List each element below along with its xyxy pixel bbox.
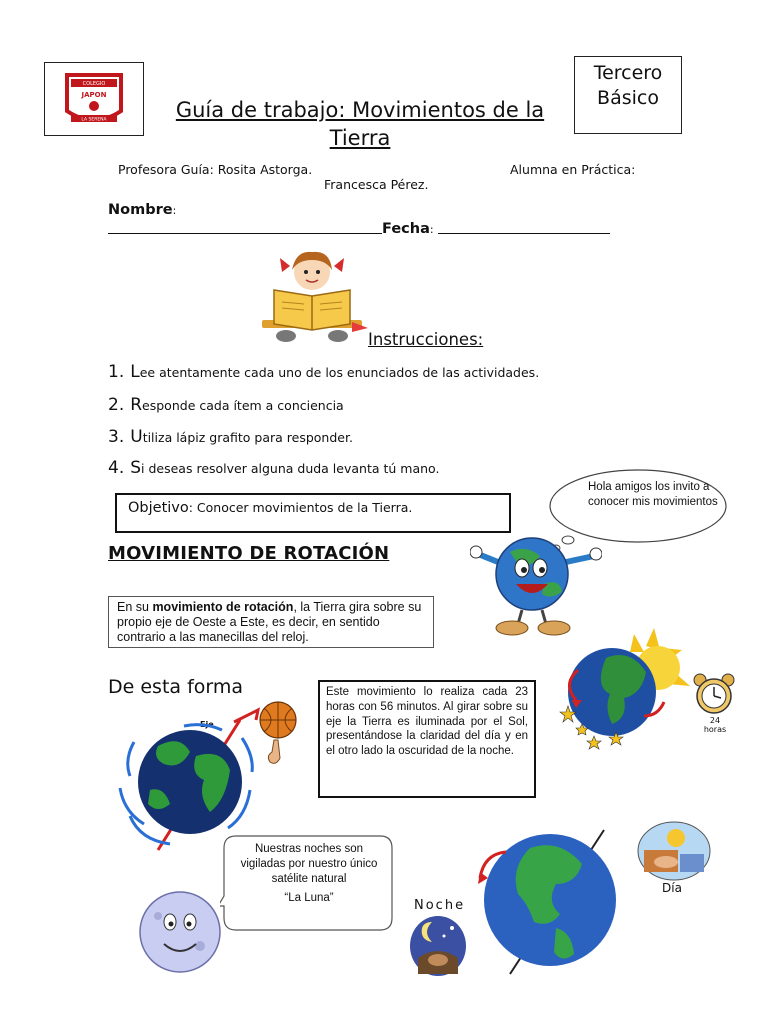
axis-label: Eje <box>200 720 214 729</box>
rotation-info-box: Este movimiento lo realiza cada 23 horas con 56 minutos. Al girar sobre su eje la Tierra es iluminada por el Sol, presentándose la claridad del día y en el otro lado la oscuridad de la noche. <box>318 680 536 798</box>
reading-girl-illustration <box>256 248 368 348</box>
forma-label: De esta forma <box>108 676 244 698</box>
logo-top-text: COLEGIO <box>82 81 106 87</box>
day-label: Día <box>662 881 682 895</box>
alarm-clock-icon <box>692 672 736 716</box>
logo-bottom-text: LA SERENA <box>81 117 107 123</box>
school-crest-icon <box>45 63 143 135</box>
name-field-label: Nombre: <box>108 202 177 218</box>
day-scene-icon <box>636 820 712 882</box>
page-title: Guía de trabajo: Movimientos de la Tierra <box>175 98 545 150</box>
speech-bubble-text: Hola amigos los invito a conocer mis movimientos <box>588 481 718 508</box>
rotation-definition-box: En su movimiento de rotación, la Tierra gira sobre su propio eje de Oeste a Este, es decir, en sentido contrario a las manecillas del reloj. <box>108 596 434 648</box>
date-field-line[interactable] <box>438 233 610 234</box>
rotation-term: movimiento de rotación <box>152 600 294 614</box>
instruction-item-4: 4. Si deseas resolver alguna duda levanta tú mano. <box>108 458 440 478</box>
student-teacher-label: Alumna en Práctica: <box>510 162 636 177</box>
grade-box: Tercero Básico <box>574 56 682 134</box>
objective-text: Objetivo: Conocer movimientos de la Tierra. <box>128 500 413 516</box>
night-label: Noche <box>414 898 466 913</box>
basketball-finger-illustration <box>248 700 304 770</box>
objective-label: Objetivo <box>128 500 189 516</box>
student-teacher-name: Francesca Pérez. <box>324 177 429 192</box>
school-logo-frame <box>44 62 144 136</box>
moon-bubble-line1: Nuestras noches son vigiladas por nuestro único satélite natural <box>240 843 378 885</box>
instruction-item-3: 3. Utiliza lápiz grafito para responder. <box>108 427 353 447</box>
clock-hours-label: 24 horas <box>703 716 727 734</box>
earth-mascot-illustration <box>470 534 602 638</box>
instruction-item-1: 1. Lee atentamente cada uno de los enunciados de las actividades. <box>108 362 540 382</box>
section-heading: MOVIMIENTO DE ROTACIÓN <box>108 543 390 564</box>
night-scene-icon <box>408 914 468 978</box>
teacher-name: Profesora Guía: Rosita Astorga. <box>118 162 313 177</box>
moon-face-illustration <box>134 886 226 976</box>
sun-earth-illustration <box>554 628 690 754</box>
name-field-line[interactable] <box>108 233 382 234</box>
moon-bubble-line2: “La Luna” <box>284 892 334 904</box>
date-field-label: Fecha: <box>382 221 434 237</box>
moon-bubble-text <box>238 842 380 906</box>
day-night-earth-illustration <box>470 828 620 978</box>
logo-middle-text: JAPON <box>81 91 107 99</box>
instruction-item-2: 2. Responde cada ítem a conciencia <box>108 395 344 415</box>
instructions-title: Instrucciones: <box>368 330 484 349</box>
